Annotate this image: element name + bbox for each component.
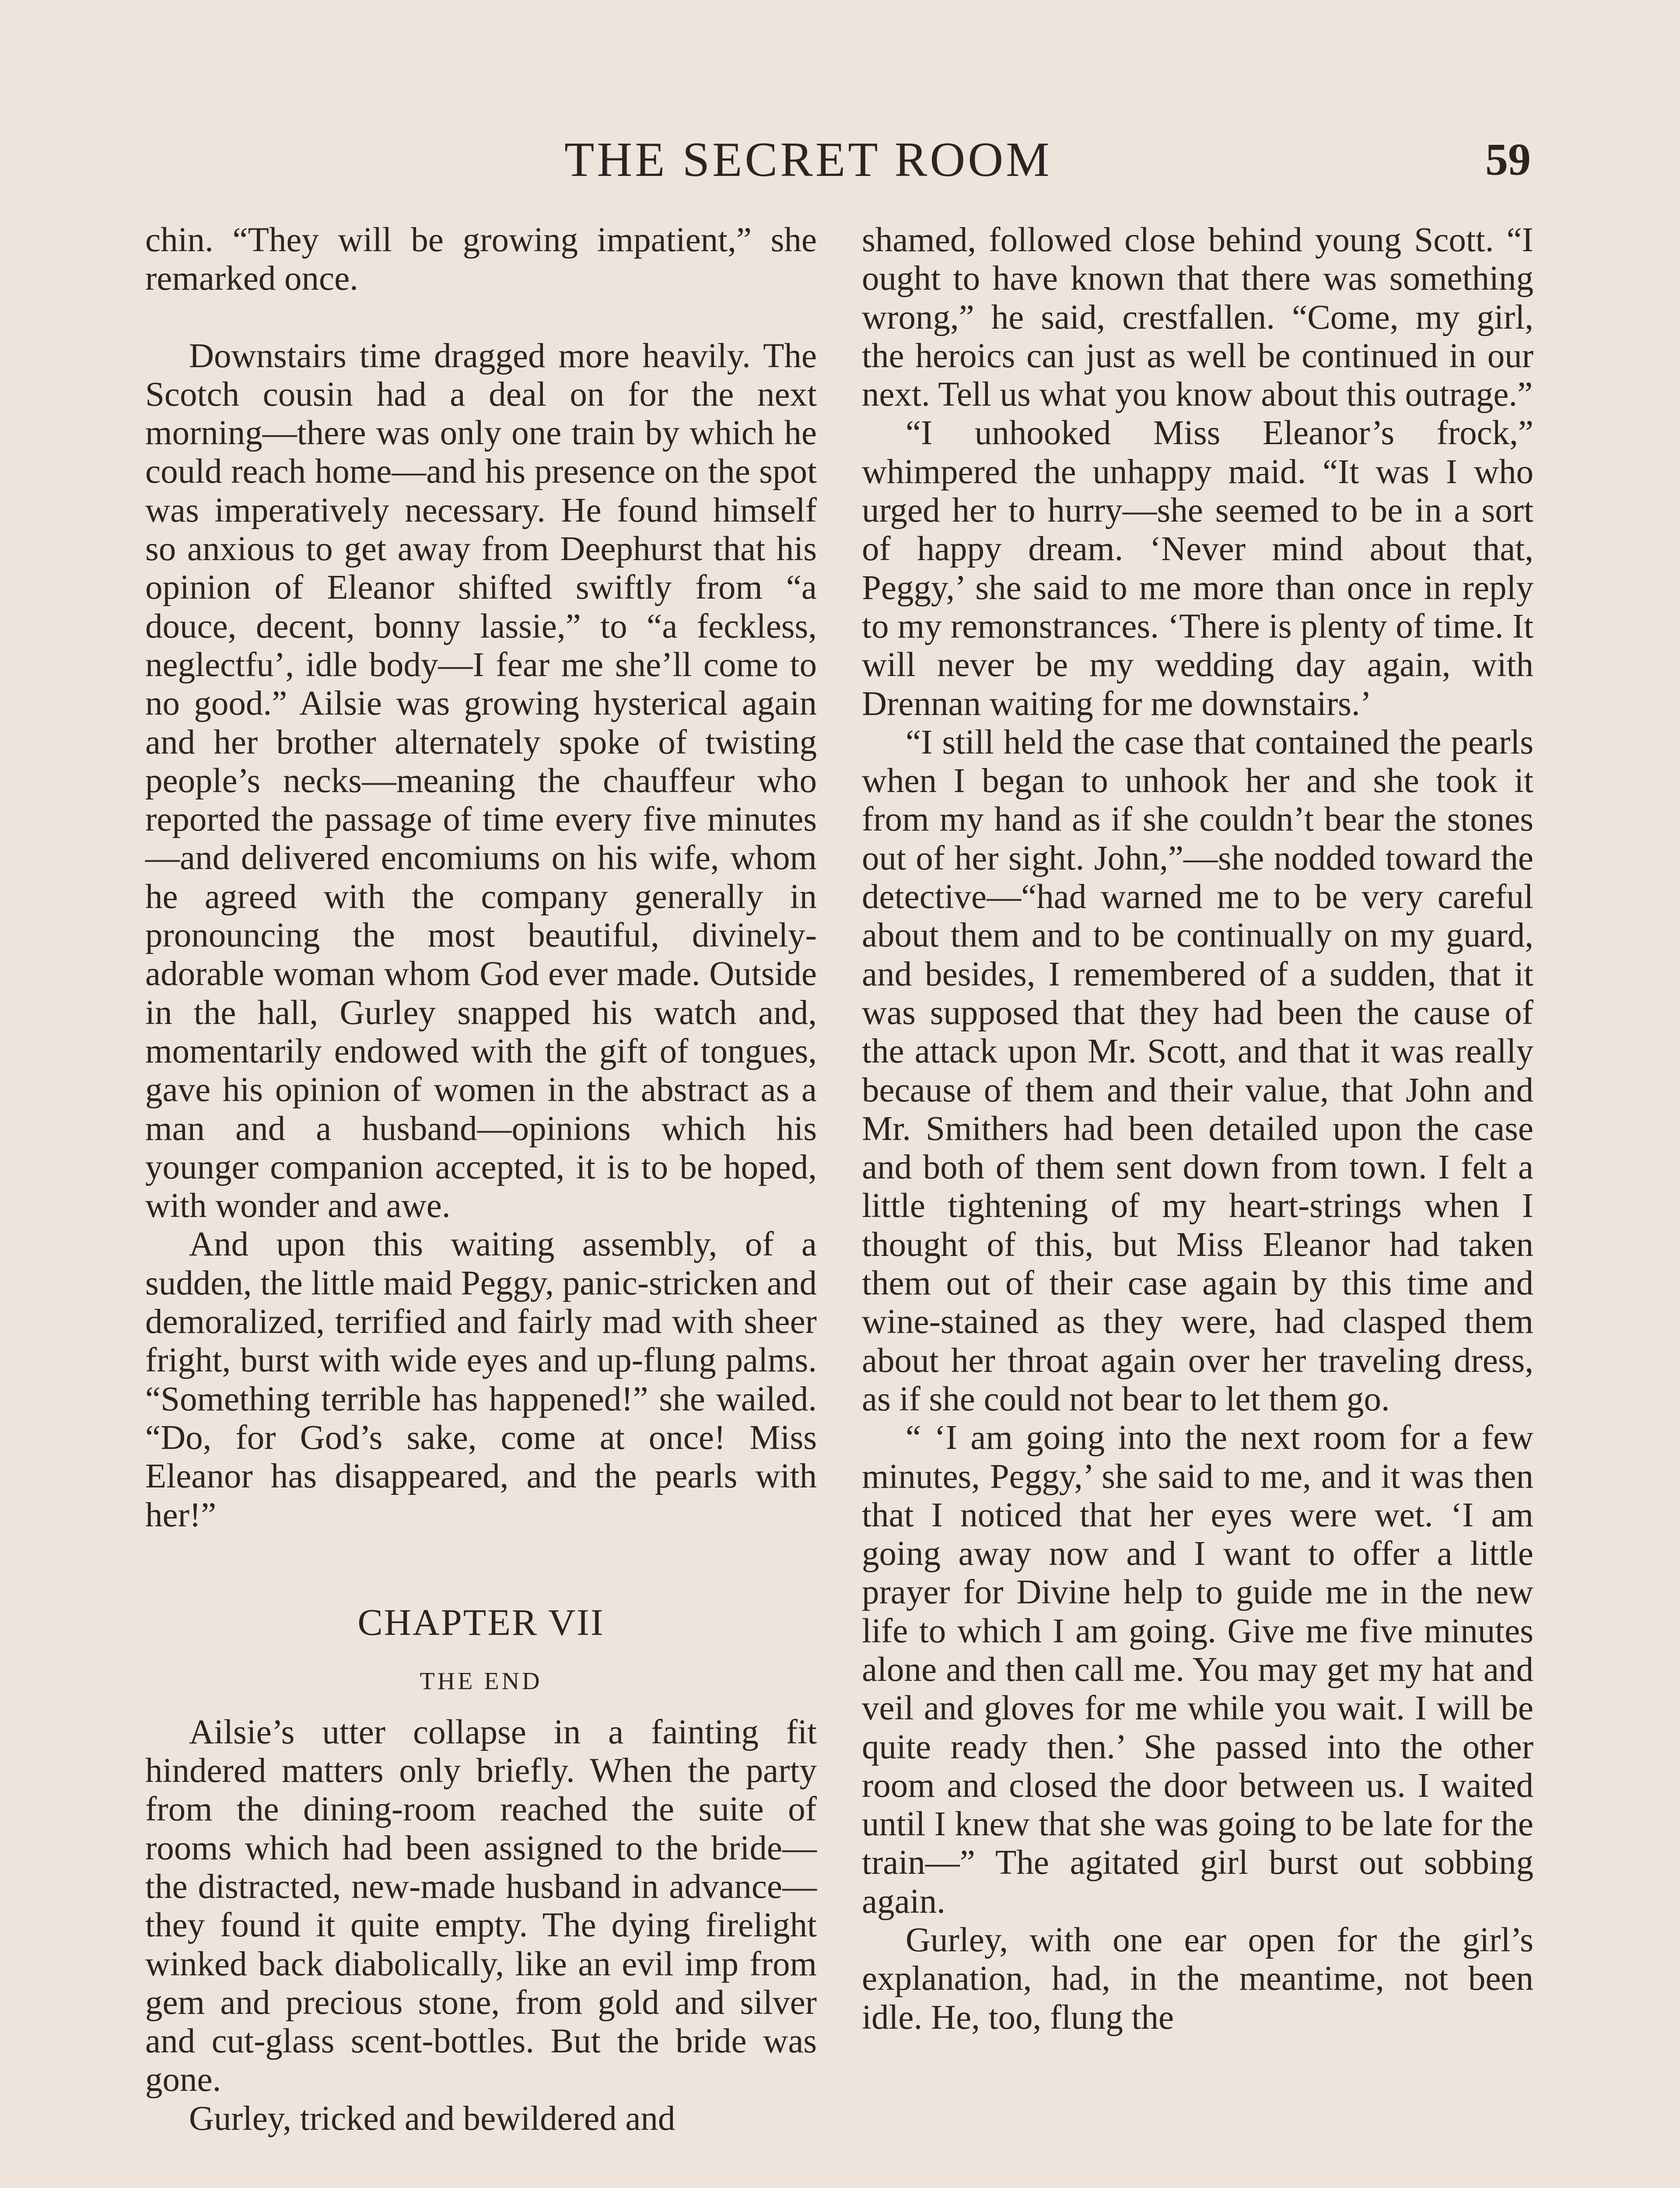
paragraph: “I still held the case that contained the pearls when I began to unhook her and she took it from my hand as if she couldn’t bear the stones out of her sight. John,”—she nodded toward the detective—“had warned me to be very careful about them and to be continually on my guard, and besides, I remembered of a sudden, that it was supposed that they had been the cause of the attack upon Mr. Scott, and that it was really because of them and their value, that John and Mr. Smithers had been detailed upon the case and both of them sent down from town. I felt a little tightening of my heart-strings when I thought of this, but Miss Eleanor had taken them out of their case again by this time and wine-stained as they were, had clasped them about her throat again over her traveling dress, as if she could not bear to let them go. bbox=[862, 723, 1533, 1418]
paragraph: Ailsie’s utter collapse in a fainting fit hindered matters only briefly. When the party from the dining-room reached the suite of rooms which had been assigned to the bride—the distracted, new-made husband in advance—they found it quite empty. The dying firelight winked back diabolically, like an evil imp from gem and precious stone, from gold and silver and cut-glass scent-bottles. But the bride was gone. bbox=[145, 1713, 817, 2099]
page-header bbox=[0, 127, 1680, 193]
paragraph: Downstairs time dragged more heavily. The Scotch cousin had a deal on for the next morning—there was only one train by which he could reach home—and his presence on the spot was imperatively necessary. He found himself so anxious to get away from Deephurst that his opinion of Eleanor shifted swiftly from “a douce, decent, bonny lassie,” to “a feckless, neglectfu’, idle body—I fear me she’ll come to no good.” Ailsie was growing hysterical again and her brother alternately spoke of twisting people’s necks—meaning the chauffeur who reported the passage of time every five minutes—and delivered encomiums on his wife, whom he agreed with the company generally in pronouncing the most beautiful, divinely-adorable woman whom God ever made. Outside in the hall, Gurley snapped his watch and, momentarily endowed with the gift of tongues, gave his opinion of women in the abstract as a man and a husband—opinions which his younger companion accepted, it is to be hoped, with wonder and awe. bbox=[145, 337, 817, 1225]
left-column bbox=[145, 221, 817, 2138]
right-column bbox=[862, 221, 1533, 2037]
chapter-heading: CHAPTER VII bbox=[357, 1601, 605, 1643]
paragraph: “ ‘I am going into the next room for a few minutes, Peggy,’ she said to me, and it was then that I noticed that her eyes were wet. ‘I am going away now and I want to offer a little prayer for Divine help to guide me in the new life to which I am going. Give me five minutes alone and then call me. You may get my hat and veil and gloves for me while you wait. I will be quite ready then.’ She passed into the other room and closed the door between us. I waited until I knew that she was going to be late for the train—” The agitated girl burst out sobbing again. bbox=[862, 1419, 1533, 1921]
paragraph: chin. “They will be growing impatient,” she remarked once. bbox=[145, 221, 817, 298]
paragraph: And upon this waiting assembly, of a sudden, the little maid Peggy, panic-stricken and demoralized, terrified and fairly mad with sheer fright, burst with wide eyes and up-flung palms. “Something terrible has happened!” she wailed. “Do, for God’s sake, come at once! Miss Eleanor has disappeared, and the pearls with her!” bbox=[145, 1225, 817, 1534]
running-title: THE SECRET ROOM bbox=[564, 133, 1052, 187]
paragraph: “I unhooked Miss Eleanor’s frock,” whimpered the unhappy maid. “It was I who urged her to hurry—she seemed to be in a sort of happy dream. ‘Never mind about that, Peggy,’ she said to me more than once in reply to my remonstrances. ‘There is plenty of time. It will never be my wedding day again, with Drennan waiting for me downstairs.’ bbox=[862, 414, 1533, 723]
paragraph: shamed, followed close behind young Scott. “I ought to have known that there was something wrong,” he said, crestfallen. “Come, my girl, the heroics can just as well be continued in our next. Tell us what you know about this outrage.” bbox=[862, 221, 1533, 414]
page-number: 59 bbox=[1485, 134, 1531, 185]
chapter-subtitle: THE END bbox=[420, 1667, 542, 1695]
paragraph: Gurley, tricked and bewildered and bbox=[189, 2099, 676, 2138]
paragraph: Gurley, with one ear open for the girl’s explanation, had, in the meantime, not been idle. He, too, flung the bbox=[862, 1921, 1533, 2037]
